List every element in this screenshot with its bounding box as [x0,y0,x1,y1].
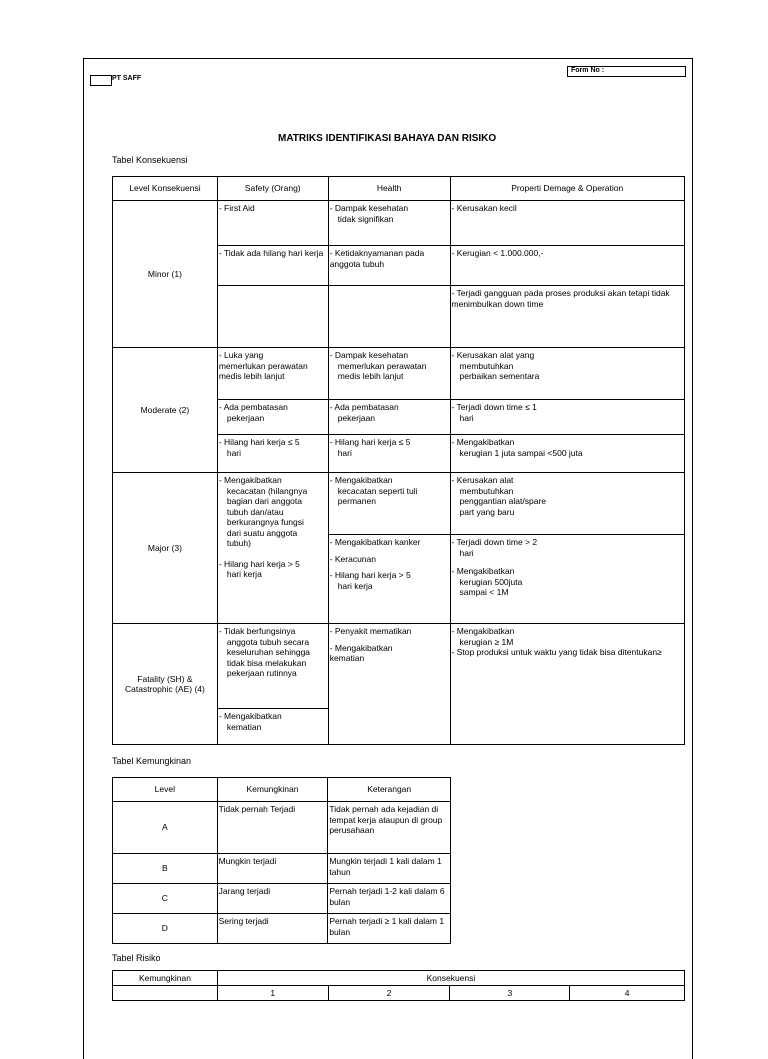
level-fatality: Fatality (SH) & Catastrophic (AE) (4) [113,624,218,745]
fatality-safety-1 [217,624,328,709]
company-name: PT SAFF [112,75,142,82]
major-safety-line: berkurangnya fungsi [226,517,304,527]
fatality-health-line: - Mengakibatkan [329,642,393,653]
kemungkinan-level-b: B [113,854,218,884]
kemungkinan-value: Jarang terjadi [217,884,328,914]
moderate-property-3-line: kerugian 1 juta sampai <500 juta [459,447,583,458]
level-moderate: Moderate (2) [113,348,218,473]
form-number-label: Form No : [571,67,605,74]
moderate-safety-2-line: - Ada pembatasan [218,402,288,412]
moderate-health-2-line: - Ada pembatasan [329,402,399,412]
fatality-property-line: - Mengakibatkan [451,626,515,636]
fatality-safety-1-line: - Tidak berfungsinya [218,626,296,636]
major-health-1 [328,473,450,535]
major-property-1 [450,473,684,535]
major-safety-line: tubuh dan/atau [226,506,284,517]
konsekuensi-header-safety: Safety (Orang) [217,177,328,201]
minor-property-2: - Kerugian < 1.000.000,- [450,246,684,286]
kemungkinan-table-label: Tabel Kemungkinan [112,756,192,766]
konsekuensi-header-health: Health [328,177,450,201]
fatality-safety-1-line: tidak bisa melakukan [226,657,307,668]
minor-safety-3 [217,286,328,348]
kemungkinan-value: Tidak pernah Terjadi [217,802,328,854]
fatality-health-line: - Penyakit mematikan [329,626,412,636]
moderate-health-2-line: pekerjaan [337,412,376,423]
risiko-konsekuensi-2: 2 [328,986,450,1001]
major-health-2 [328,535,450,624]
risiko-table-label: Tabel Risiko [112,953,161,963]
minor-safety-2: - Tidak ada hilang hari kerja [217,246,328,286]
major-property-1-line: part yang baru [459,506,515,517]
minor-health-3 [328,286,450,348]
fatality-property [450,624,684,745]
moderate-safety-2 [217,400,328,435]
major-property-2-line: - Mengakibatkan [451,566,515,576]
moderate-safety-3 [217,435,328,473]
risiko-konsekuensi-1: 1 [217,986,328,1001]
minor-health-1-line: - Dampak kesehatan [329,203,409,213]
fatality-health [328,624,450,745]
risiko-header-kemungkinan: Kemungkinan [113,971,218,986]
major-health-2-line: hari kerja [337,580,373,591]
kemungkinan-keterangan: Pernah terjadi 1-2 kali dalam 6 bulan [328,884,451,914]
form-number-box [567,66,686,77]
major-property-1-line: - Kerusakan alat [451,475,514,485]
major-health-2-line: - Hilang hari kerja > 5 [329,570,411,580]
fatality-property-line: - Stop produksi untuk waktu yang tidak bisa ditentukan≥ [451,647,662,657]
moderate-health-1 [328,348,450,400]
major-property-1-line: membutuhkan [459,485,514,496]
fatality-health-line: kematian [329,653,365,663]
fatality-safety-1-line: anggota tubuh secara [226,636,310,647]
moderate-health-3-line: - Hilang hari kerja ≤ 5 [329,437,411,447]
kemungkinan-level-c: C [113,884,218,914]
risiko-konsekuensi-3: 3 [450,986,570,1001]
moderate-health-3-line: hari [337,447,352,458]
moderate-health-2 [328,400,450,435]
major-property-2-line: - Terjadi down time > 2 [451,537,538,547]
moderate-safety-1 [217,348,328,400]
moderate-health-3 [328,435,450,473]
moderate-safety-1-line: memerlukan perawatan [218,360,308,371]
major-health-2-line: - Keracunan [329,553,376,564]
kemungkinan-value: Mungkin terjadi [217,854,328,884]
table-row [113,802,451,854]
major-health-1-line: permanen [337,496,376,506]
minor-property-3: - Terjadi gangguan pada proses produksi akan tetapi tidak menimbulkan down time [450,286,684,348]
fatality-safety-2-line: kematian [226,721,262,732]
konsekuensi-header-level: Level Konsekuensi [113,177,218,201]
moderate-safety-1-line: medis lebih lanjut [218,371,285,381]
moderate-property-1-line: - Kerusakan alat yang [451,350,535,360]
major-health-2-line: - Mengakibatkan kanker [329,537,421,547]
kemungkinan-table [112,777,451,944]
minor-property-1: - Kerusakan kecil [450,201,684,246]
major-safety-line: kecacatan (hilangnya [226,485,308,496]
document-title: MATRIKS IDENTIFIKASI BAHAYA DAN RISIKO [278,133,497,144]
moderate-property-2 [450,400,684,435]
major-safety-line: hari kerja [226,569,262,579]
konsekuensi-table-label: Tabel Konsekuensi [112,155,188,165]
fatality-safety-2-line: - Mengakibatkan [218,711,282,721]
fatality-safety-1-line: pekerjaan rutinnya [226,668,297,678]
major-property-2-line: sampai < 1M [459,587,509,597]
risiko-table [112,970,685,1001]
major-property-1-line: penggantian alat/spare [459,496,547,506]
kemungkinan-value: Sering terjadi [217,914,328,944]
moderate-property-1-line: perbaikan sementara [459,371,540,381]
moderate-safety-3-line: hari [226,447,242,458]
major-property-2-line: hari [459,547,474,558]
table-row [113,884,451,914]
risiko-header-empty [113,986,218,1001]
major-safety-line: dari suatu anggota [226,527,298,538]
major-property-2-line: kerugian 500juta [459,576,523,587]
moderate-property-2-line: - Terjadi down time ≤ 1 [451,402,537,412]
minor-health-1-line: tidak signifikan [337,213,394,224]
kemungkinan-header-level: Level [113,778,218,802]
minor-health-1 [328,201,450,246]
level-major: Major (3) [113,473,218,624]
moderate-health-1-line: medis lebih lanjut [337,371,404,381]
major-health-1-line: kecacatan seperti tuli [337,485,418,496]
major-health-1-line: - Mengakibatkan [329,475,393,485]
major-safety-line: - Hilang hari kerja > 5 [218,558,300,569]
moderate-safety-2-line: pekerjaan [226,412,265,423]
level-minor: Minor (1) [113,201,218,348]
major-safety-line: tubuh) [226,538,251,548]
konsekuensi-header-property: Properti Demage & Operation [450,177,684,201]
moderate-property-1-line: membutuhkan [459,360,514,371]
moderate-property-1 [450,348,684,400]
kemungkinan-keterangan: Pernah terjadi ≥ 1 kali dalam 1 bulan [328,914,451,944]
moderate-property-3 [450,435,684,473]
kemungkinan-level-a: A [113,802,218,854]
kemungkinan-keterangan: Tidak pernah ada kejadian di tempat kerja ataupun di group perusahaan [328,802,451,854]
moderate-health-1-line: - Dampak kesehatan [329,350,409,360]
fatality-safety-1-line: keseluruhan sehingga [226,647,311,657]
minor-safety-1: - First Aid [217,201,328,246]
table-row [113,914,451,944]
kemungkinan-level-d: D [113,914,218,944]
table-row [113,854,451,884]
major-safety [217,473,328,624]
moderate-safety-3-line: - Hilang hari kerja ≤ 5 [218,437,300,447]
kemungkinan-keterangan: Mungkin terjadi 1 kali dalam 1 tahun [328,854,451,884]
kemungkinan-header-keterangan: Keterangan [328,778,451,802]
konsekuensi-table [112,176,685,745]
risiko-konsekuensi-4: 4 [570,986,685,1001]
company-logo-box [90,75,112,86]
moderate-health-1-line: memerlukan perawatan [337,360,427,371]
major-safety-line: bagian dari anggota [226,496,302,506]
moderate-safety-1-line: - Luka yang [218,350,264,360]
minor-health-2: - Ketidaknyamanan pada anggota tubuh [328,246,450,286]
major-property-2 [450,535,684,624]
fatality-property-line: kerugian ≥ 1M [459,636,514,647]
fatality-safety-2 [217,709,328,745]
kemungkinan-header-kemungkinan: Kemungkinan [217,778,328,802]
moderate-property-3-line: - Mengakibatkan [451,437,515,447]
major-safety-line: - Mengakibatkan [218,475,282,485]
risiko-header-konsekuensi: Konsekuensi [217,971,684,986]
moderate-property-2-line: hari [459,412,474,423]
